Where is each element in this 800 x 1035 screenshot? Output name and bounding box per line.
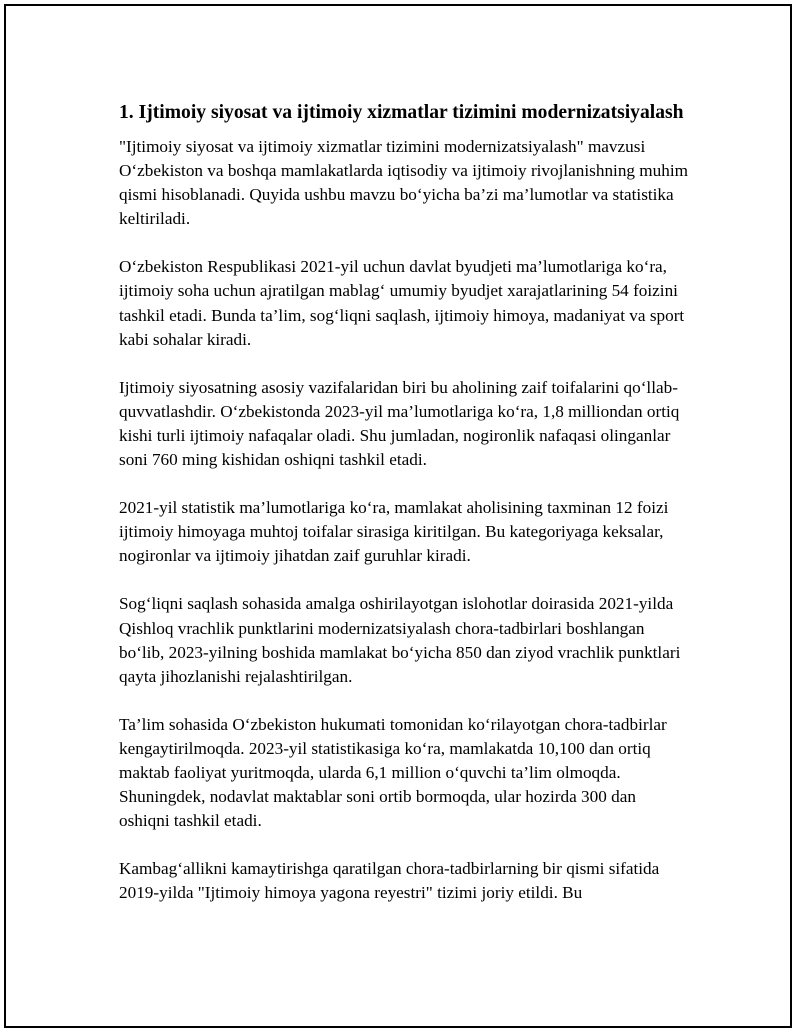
- page-frame: [4, 4, 792, 1028]
- paragraph-education: Ta’lim sohasida O‘zbekiston hukumati tomonidan ko‘rilayotgan chora-tadbirlar kengaytirilmoqda. 2023-yil statistikasiga ko‘ra, mamlakatda 10,100 dan ortiq maktab faoliyat yuritmoqda, ularda 6,1 million o‘quvchi ta’lim olmoqda. Shuningdek, nodavlat maktablar soni ortib bormoqda, ular hozirda 300 dan oshiqni tashkil etadi.: [119, 714, 667, 831]
- document-body: [119, 98, 689, 929]
- paragraph-intro: "Ijtimoiy siyosat va ijtimoiy xizmatlar tizimini modernizatsiyalash" mavzusi O‘zbekiston va boshqa mamlakatlarda iqtisodiy va ijtimoiy rivojlanishning muhim qismi hisoblanadi. Quyida ushbu mavzu bo‘yicha ba’zi ma’lumotlar va statistika keltiriladi.: [119, 137, 689, 229]
- paragraph-healthcare: Sog‘liqni saqlash sohasida amalga oshirilayotgan islohotlar doirasida 2021-yilda Qishloq vrachlik punktlarini modernizatsiyalash chora-tadbirlari boshlangan bo‘lib, 2023-yilning boshida mamlakat bo‘yicha 850 dan ziyod vrachlik punktlari qayta jihozlanishi rejalashtirilgan.: [119, 594, 681, 686]
- section-heading: 1. Ijtimoiy siyosat va ijtimoiy xizmatlar tizimini modernizatsiyalash: [119, 102, 684, 123]
- paragraph-budget: O‘zbekiston Respublikasi 2021-yil uchun davlat byudjeti ma’lumotlariga ko‘ra, ijtimoiy soha uchun ajratilgan mablag‘ umumiy byudjet xarajatlarining 54 foizini tashkil etadi. Bunda ta’lim, sog‘liqni saqlash, ijtimoiy himoya, madaniyat va sport kabi sohalar kiradi.: [119, 257, 685, 349]
- paragraph-poverty-reduction: Kambag‘allikni kamaytirishga qaratilgan chora-tadbirlarning bir qismi sifatida 2019-yilda "Ijtimoiy himoya yagona reyestri" tizimi joriy etildi. Bu: [119, 859, 660, 903]
- paragraph-vulnerable-groups: Ijtimoiy siyosatning asosiy vazifalaridan biri bu aholining zaif toifalarini qo‘llab-quvvatlashdir. O‘zbekistonda 2023-yil ma’lumotlariga ko‘ra, 1,8 milliondan ortiq kishi turli ijtimoiy nafaqalar oladi. Shu jumladan, nogironlik nafaqasi olinganlar soni 760 ming kishidan oshiqni tashkil etadi.: [119, 377, 680, 470]
- paragraph-social-protection-share: 2021-yil statistik ma’lumotlariga ko‘ra, mamlakat aholisining taxminan 12 foizi ijtimoiy himoyaga muhtoj toifalar sirasiga kiritilgan. Bu kategoriyaga keksalar, nogironlar va ijtimoiy jihatdan zaif guruhlar kiradi.: [119, 498, 669, 566]
